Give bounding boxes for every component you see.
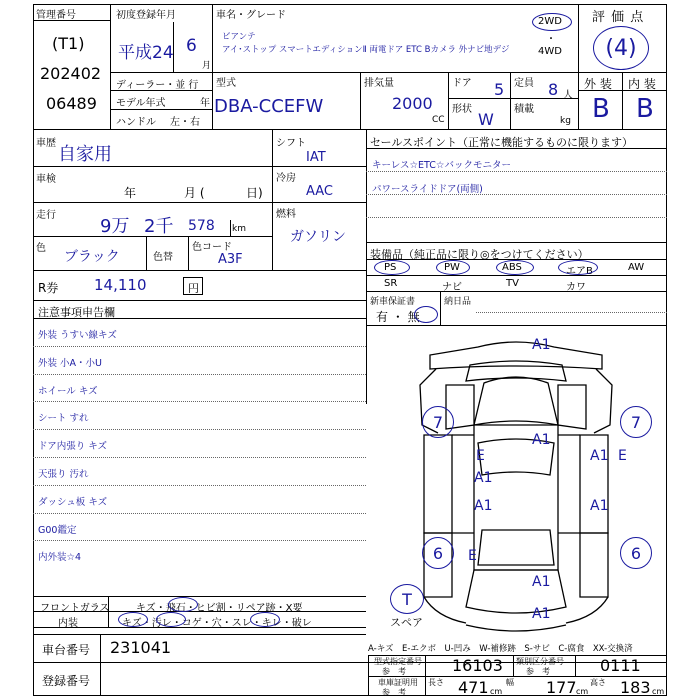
type-value: DBA-CCEFW <box>214 96 324 117</box>
length-unit: cm <box>490 687 503 696</box>
sales-point-2: パワースライドドア(両側) <box>372 184 483 195</box>
first-registration-label: 初度登録年月 <box>116 10 176 21</box>
type-designation-value: 16103 <box>452 656 503 675</box>
warranty-none-circle <box>414 306 438 323</box>
color-label: 色 <box>36 243 46 254</box>
shift-value: IAT <box>306 150 326 165</box>
exterior-grade: B <box>592 94 610 124</box>
damage-mark: A1 <box>532 432 551 448</box>
tire-rear-left: 6 <box>422 537 454 569</box>
category-label: 類別区分番号 <box>516 657 564 666</box>
damage-mark: E <box>468 548 477 564</box>
equip-abs-circle <box>496 260 534 275</box>
warranty-options: 有 ・ 無 <box>376 310 420 324</box>
equip-pw: PW <box>444 262 460 273</box>
mileage-sen: 2千 <box>144 216 174 237</box>
note-item: 外装 うすい線キズ <box>38 330 117 341</box>
note-item: ダッシュ板 キズ <box>38 496 108 508</box>
control-number-prefix: (T1) <box>52 34 85 53</box>
tire-rear-right: 6 <box>620 537 652 569</box>
interior-condition-label: 内装 <box>58 618 78 629</box>
equip-abs: ABS <box>502 262 522 273</box>
note-item: 天張り 汚れ <box>38 469 89 480</box>
rating-label: 評 価 点 <box>592 10 645 25</box>
equip-ps-circle <box>374 260 410 275</box>
shape-value: W <box>478 110 494 129</box>
new-car-warranty-label: 新車保証書 <box>370 297 416 307</box>
note-item: ドア内張り キズ <box>38 441 108 453</box>
car-name-label: 車名・グレード <box>216 10 286 21</box>
note-item: 外装 小A・小U <box>38 357 102 369</box>
damage-mark: E <box>476 448 485 464</box>
equip-sr: SR <box>384 278 398 289</box>
height-label: 高さ <box>590 678 606 687</box>
exterior-label: 外 装 <box>584 77 612 91</box>
fuel-label: 燃料 <box>276 209 296 220</box>
category-value: 0111 <box>600 656 641 675</box>
color-code-value: A3F <box>218 252 243 267</box>
sales-points-label: セールスポイント（正常に機能するものに限ります） <box>370 136 634 149</box>
displacement-label: 排気量 <box>364 78 394 89</box>
damage-mark: A1 <box>590 498 609 514</box>
door-label: ドア <box>452 78 472 89</box>
equip-aw: AW <box>628 262 645 273</box>
color-value: ブラック <box>64 249 120 265</box>
equip-leather: カワ <box>566 282 586 293</box>
notes-label: 注意事項申告欄 <box>38 306 115 319</box>
damage-mark: A1 <box>474 470 493 486</box>
inspection-month: 月 ( <box>184 186 205 200</box>
damage-mark: A1 <box>474 498 493 514</box>
mileage-rest: 578 <box>188 218 215 234</box>
dealer-label: ディーラー・並 行 <box>116 80 199 91</box>
equip-pw-circle <box>436 260 470 275</box>
note-item: シート すれ <box>38 413 89 425</box>
spare-label: スペア <box>390 616 423 629</box>
color-change-label: 色替 <box>153 252 173 263</box>
recycle-label: R券 <box>38 281 59 295</box>
recycle-unit: 円 <box>188 282 199 295</box>
equip-airbag: エアB <box>566 266 593 277</box>
year-unit: 年 <box>200 98 210 109</box>
damage-mark: A1 <box>532 574 551 590</box>
delivery-label: 納日品 <box>444 297 472 307</box>
inspection-year: 年 <box>124 186 137 200</box>
ac-label: 冷房 <box>276 173 296 184</box>
fuel-value: ガソリン <box>290 229 346 245</box>
mileage-man: 9万 <box>100 216 130 237</box>
month-unit: 月 <box>202 61 212 71</box>
model-year-label: モデル年式 <box>116 98 166 109</box>
width-unit: cm <box>576 687 589 696</box>
drive-2wd: 2WD <box>538 16 562 27</box>
chassis-value: 231041 <box>110 638 172 657</box>
chassis-label: 車台番号 <box>42 643 91 657</box>
height-value: 183 <box>620 678 651 697</box>
inspection-day: 日) <box>246 186 263 200</box>
front-glass-label: フロントガラス <box>40 603 110 614</box>
length-value: 471 <box>458 678 489 697</box>
capacity-label: 定員 <box>514 78 534 89</box>
shift-label: シフト <box>276 138 306 149</box>
registration-label: 登録番号 <box>42 674 91 688</box>
handle-label: ハンドル <box>116 117 156 128</box>
control-number-label: 管理番号 <box>36 10 76 21</box>
shape-label: 形状 <box>452 104 472 115</box>
width-label: 幅 <box>506 678 514 687</box>
note-item: G00鑑定 <box>38 524 77 536</box>
damage-legend: A-キズ E-エクボ U-凹み W-補修跡 S-サビ C-腐食 XX-交換済 <box>368 644 633 654</box>
cc-unit: CC <box>432 115 445 125</box>
note-item: ホイール キズ <box>38 385 98 397</box>
load-label: 積載 <box>514 104 534 115</box>
equipment-label: 装備品（純正品に限り◎をつけてください） <box>370 248 589 261</box>
capacity-unit: 人 <box>563 90 573 101</box>
tire-front-right: 7 <box>620 406 652 438</box>
drive-dot: ・ <box>546 34 556 45</box>
interior-condition-items: キズ・汚レ・コゲ・穴・スレ・キレ・破レ <box>122 618 312 629</box>
width-value: 177 <box>546 678 577 697</box>
garage-cert-label: 車庫証明用 <box>378 678 418 687</box>
note-item: 内外装☆4 <box>38 552 82 564</box>
equip-tv: TV <box>506 278 519 289</box>
mileage-unit: km <box>232 224 246 234</box>
load-unit: kg <box>560 116 571 126</box>
equip-navi: ナビ <box>442 282 462 293</box>
interior-stain-circle <box>156 612 186 627</box>
displacement-value: 2000 <box>392 94 433 113</box>
control-number-line2: 06489 <box>46 94 97 113</box>
glass-chip-circle <box>168 597 198 612</box>
color-code-label: 色コード <box>192 242 232 253</box>
ac-value: AAC <box>306 184 333 199</box>
garage-cert-ref: 参 考 <box>382 688 406 697</box>
damage-mark: E <box>618 448 627 464</box>
type-designation-label: 型式指定番号 <box>374 657 422 666</box>
mileage-label: 走行 <box>36 210 56 221</box>
history-value: 自家用 <box>58 144 112 165</box>
height-unit: cm <box>652 687 665 696</box>
rating-value: (4) <box>605 35 637 61</box>
sales-point-1: キーレス☆ETC☆バックモニター <box>372 160 511 171</box>
length-label: 長さ <box>428 678 444 687</box>
recycle-unit-box <box>183 277 203 295</box>
damage-mark: A1 <box>532 606 551 622</box>
history-label: 車歴 <box>36 138 56 149</box>
rating-circle <box>593 26 649 70</box>
car-grade: アイ･ストップ スマートエディションⅡ 両電ドア ETC Bカメラ 外ナビ地デジ <box>222 45 510 55</box>
interior-grade: B <box>636 94 654 124</box>
interior-label: 内 装 <box>628 77 656 91</box>
interior-scratch-circle <box>118 612 148 627</box>
spare-tire: T <box>390 584 424 614</box>
handle-value: 左・右 <box>170 117 200 128</box>
first-registration-era: 平成24 <box>118 43 174 63</box>
door-value: 5 <box>494 80 505 99</box>
damage-mark: A1 <box>532 337 551 353</box>
control-number-line1: 202402 <box>40 64 102 83</box>
first-registration-month: 6 <box>186 36 197 56</box>
interior-scuff-circle <box>250 612 280 627</box>
drive-4wd: 4WD <box>538 46 562 57</box>
equip-ps: PS <box>384 262 397 273</box>
inspection-label: 車検 <box>36 174 56 185</box>
type-designation-ref: 参 考 <box>382 667 406 676</box>
equip-airbag-circle <box>558 260 598 275</box>
recycle-value: 14,110 <box>94 276 147 294</box>
capacity-value: 8 <box>548 80 559 99</box>
tire-front-left: 7 <box>422 406 454 438</box>
type-label: 型式 <box>216 78 236 89</box>
front-glass-items: キズ・飛石・ヒビ割・リペア跡・X要 <box>136 603 303 614</box>
car-name: ビアンテ <box>222 32 256 42</box>
category-ref: 参 考 <box>526 667 550 676</box>
damage-mark: A1 <box>590 448 609 464</box>
